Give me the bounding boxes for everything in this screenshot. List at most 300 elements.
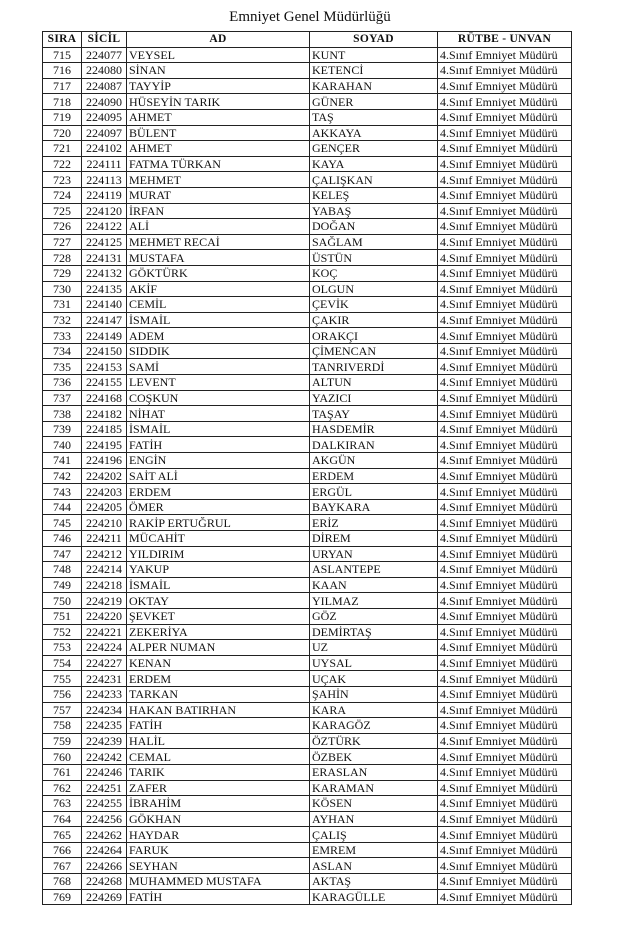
table-body — [43, 47, 572, 905]
cell-ad: SEYHAN — [127, 858, 310, 874]
cell-rutbe: 4.Sınıf Emniyet Müdürü — [438, 874, 572, 890]
cell-rutbe: 4.Sınıf Emniyet Müdürü — [438, 406, 572, 422]
cell-sicil: 224097 — [82, 125, 127, 141]
table-row — [43, 889, 572, 905]
cell-rutbe: 4.Sınıf Emniyet Müdürü — [438, 531, 572, 547]
cell-sicil: 224077 — [82, 47, 127, 63]
table-row — [43, 671, 572, 687]
cell-sira: 737 — [43, 390, 82, 406]
cell-rutbe: 4.Sınıf Emniyet Müdürü — [438, 297, 572, 313]
table-row — [43, 390, 572, 406]
cell-soyad: ÇALIŞKAN — [310, 172, 438, 188]
cell-rutbe: 4.Sınıf Emniyet Müdürü — [438, 718, 572, 734]
cell-soyad: KOÇ — [310, 265, 438, 281]
cell-sicil: 224224 — [82, 640, 127, 656]
cell-ad: MUHAMMED MUSTAFA — [127, 874, 310, 890]
cell-ad: FATİH — [127, 718, 310, 734]
cell-sicil: 224147 — [82, 312, 127, 328]
cell-soyad: BAYKARA — [310, 499, 438, 515]
cell-ad: HÜSEYİN TARIK — [127, 94, 310, 110]
cell-sira: 766 — [43, 842, 82, 858]
cell-ad: YILDIRIM — [127, 546, 310, 562]
table-header-row — [43, 32, 572, 48]
cell-rutbe: 4.Sınıf Emniyet Müdürü — [438, 608, 572, 624]
table-row — [43, 780, 572, 796]
cell-ad: ŞEVKET — [127, 608, 310, 624]
cell-sira: 762 — [43, 780, 82, 796]
cell-sicil: 224149 — [82, 328, 127, 344]
cell-rutbe: 4.Sınıf Emniyet Müdürü — [438, 655, 572, 671]
cell-rutbe: 4.Sınıf Emniyet Müdürü — [438, 109, 572, 125]
cell-rutbe: 4.Sınıf Emniyet Müdürü — [438, 780, 572, 796]
cell-sira: 749 — [43, 577, 82, 593]
cell-sicil: 224202 — [82, 468, 127, 484]
cell-ad: ÖMER — [127, 499, 310, 515]
cell-sira: 719 — [43, 109, 82, 125]
table-row — [43, 375, 572, 391]
cell-sira: 751 — [43, 608, 82, 624]
cell-ad: İSMAİL — [127, 421, 310, 437]
cell-sira: 734 — [43, 343, 82, 359]
cell-sicil: 224242 — [82, 749, 127, 765]
cell-ad: ZAFER — [127, 780, 310, 796]
cell-sira: 767 — [43, 858, 82, 874]
cell-soyad: YILMAZ — [310, 593, 438, 609]
cell-sicil: 224135 — [82, 281, 127, 297]
cell-sicil: 224264 — [82, 842, 127, 858]
cell-sira: 747 — [43, 546, 82, 562]
cell-sira: 758 — [43, 718, 82, 734]
table-row — [43, 109, 572, 125]
table-row — [43, 515, 572, 531]
cell-soyad: TANRIVERDİ — [310, 359, 438, 375]
cell-soyad: ASLAN — [310, 858, 438, 874]
cell-sicil: 224113 — [82, 172, 127, 188]
cell-sicil: 224168 — [82, 390, 127, 406]
table-row — [43, 312, 572, 328]
cell-ad: LEVENT — [127, 375, 310, 391]
cell-soyad: ÖZTÜRK — [310, 733, 438, 749]
cell-rutbe: 4.Sınıf Emniyet Müdürü — [438, 250, 572, 266]
cell-soyad: KÖSEN — [310, 796, 438, 812]
cell-sicil: 224120 — [82, 203, 127, 219]
cell-soyad: ERİZ — [310, 515, 438, 531]
table-row — [43, 125, 572, 141]
cell-sicil: 224235 — [82, 718, 127, 734]
table-row — [43, 733, 572, 749]
cell-sicil: 224239 — [82, 733, 127, 749]
cell-soyad: ERDEM — [310, 468, 438, 484]
cell-sicil: 224268 — [82, 874, 127, 890]
cell-sicil: 224196 — [82, 453, 127, 469]
table-row — [43, 842, 572, 858]
cell-ad: TAYYİP — [127, 78, 310, 94]
cell-sicil: 224080 — [82, 63, 127, 79]
table-row — [43, 640, 572, 656]
cell-sira: 728 — [43, 250, 82, 266]
cell-sira: 757 — [43, 702, 82, 718]
cell-sicil: 224102 — [82, 141, 127, 157]
table-row — [43, 234, 572, 250]
header-sicil: SİCİL — [82, 32, 127, 48]
cell-ad: FARUK — [127, 842, 310, 858]
cell-sira: 718 — [43, 94, 82, 110]
cell-sira: 735 — [43, 359, 82, 375]
table-row — [43, 858, 572, 874]
cell-rutbe: 4.Sınıf Emniyet Müdürü — [438, 453, 572, 469]
cell-rutbe: 4.Sınıf Emniyet Müdürü — [438, 671, 572, 687]
cell-rutbe: 4.Sınıf Emniyet Müdürü — [438, 281, 572, 297]
cell-soyad: UÇAK — [310, 671, 438, 687]
cell-rutbe: 4.Sınıf Emniyet Müdürü — [438, 640, 572, 656]
table-row — [43, 297, 572, 313]
cell-sicil: 224219 — [82, 593, 127, 609]
cell-rutbe: 4.Sınıf Emniyet Müdürü — [438, 593, 572, 609]
cell-ad: ALPER NUMAN — [127, 640, 310, 656]
table-row — [43, 468, 572, 484]
cell-soyad: GÖZ — [310, 608, 438, 624]
cell-soyad: AYHAN — [310, 811, 438, 827]
cell-sicil: 224203 — [82, 484, 127, 500]
cell-sicil: 224227 — [82, 655, 127, 671]
cell-sira: 723 — [43, 172, 82, 188]
table-row — [43, 328, 572, 344]
cell-sicil: 224234 — [82, 702, 127, 718]
cell-sicil: 224132 — [82, 265, 127, 281]
cell-soyad: KAYA — [310, 156, 438, 172]
cell-sicil: 224111 — [82, 156, 127, 172]
cell-ad: MURAT — [127, 187, 310, 203]
cell-soyad: GENÇER — [310, 141, 438, 157]
cell-sira: 744 — [43, 499, 82, 515]
table-row — [43, 406, 572, 422]
cell-ad: BÜLENT — [127, 125, 310, 141]
cell-sicil: 224122 — [82, 219, 127, 235]
cell-ad: AHMET — [127, 141, 310, 157]
cell-soyad: KARA — [310, 702, 438, 718]
cell-soyad: OLGUN — [310, 281, 438, 297]
cell-soyad: UZ — [310, 640, 438, 656]
cell-sicil: 224210 — [82, 515, 127, 531]
cell-sira: 716 — [43, 63, 82, 79]
cell-sira: 722 — [43, 156, 82, 172]
personnel-table — [42, 31, 572, 905]
table-row — [43, 187, 572, 203]
cell-sicil: 224205 — [82, 499, 127, 515]
cell-sicil: 224214 — [82, 562, 127, 578]
cell-soyad: EMREM — [310, 842, 438, 858]
cell-ad: GÖKTÜRK — [127, 265, 310, 281]
cell-sira: 727 — [43, 234, 82, 250]
table-row — [43, 156, 572, 172]
cell-ad: GÖKHAN — [127, 811, 310, 827]
cell-rutbe: 4.Sınıf Emniyet Müdürü — [438, 421, 572, 437]
cell-soyad: KARAGÖZ — [310, 718, 438, 734]
cell-ad: FATİH — [127, 437, 310, 453]
cell-ad: SAİT ALİ — [127, 468, 310, 484]
cell-sira: 753 — [43, 640, 82, 656]
cell-rutbe: 4.Sınıf Emniyet Müdürü — [438, 265, 572, 281]
cell-ad: MUSTAFA — [127, 250, 310, 266]
cell-sira: 754 — [43, 655, 82, 671]
cell-sicil: 224251 — [82, 780, 127, 796]
cell-rutbe: 4.Sınıf Emniyet Müdürü — [438, 515, 572, 531]
table-row — [43, 94, 572, 110]
cell-sira: 739 — [43, 421, 82, 437]
cell-rutbe: 4.Sınıf Emniyet Müdürü — [438, 390, 572, 406]
cell-rutbe: 4.Sınıf Emniyet Müdürü — [438, 577, 572, 593]
cell-ad: RAKİP ERTUĞRUL — [127, 515, 310, 531]
table-row — [43, 749, 572, 765]
cell-rutbe: 4.Sınıf Emniyet Müdürü — [438, 375, 572, 391]
cell-sira: 715 — [43, 47, 82, 63]
cell-soyad: ÇAKIR — [310, 312, 438, 328]
cell-ad: İRFAN — [127, 203, 310, 219]
cell-soyad: KELEŞ — [310, 187, 438, 203]
cell-sicil: 224246 — [82, 764, 127, 780]
table-row — [43, 811, 572, 827]
header-rutbe: RÜTBE - UNVAN — [438, 32, 572, 48]
cell-sira: 732 — [43, 312, 82, 328]
cell-sicil: 224185 — [82, 421, 127, 437]
cell-sicil: 224182 — [82, 406, 127, 422]
table-row — [43, 531, 572, 547]
cell-rutbe: 4.Sınıf Emniyet Müdürü — [438, 749, 572, 765]
cell-soyad: DALKIRAN — [310, 437, 438, 453]
table-row — [43, 343, 572, 359]
cell-rutbe: 4.Sınıf Emniyet Müdürü — [438, 172, 572, 188]
table-row — [43, 593, 572, 609]
cell-rutbe: 4.Sınıf Emniyet Müdürü — [438, 499, 572, 515]
cell-ad: HAYDAR — [127, 827, 310, 843]
cell-sira: 756 — [43, 686, 82, 702]
cell-rutbe: 4.Sınıf Emniyet Müdürü — [438, 827, 572, 843]
cell-ad: CEMAL — [127, 749, 310, 765]
cell-rutbe: 4.Sınıf Emniyet Müdürü — [438, 125, 572, 141]
cell-rutbe: 4.Sınıf Emniyet Müdürü — [438, 484, 572, 500]
cell-ad: COŞKUN — [127, 390, 310, 406]
cell-sicil: 224155 — [82, 375, 127, 391]
cell-ad: ERDEM — [127, 484, 310, 500]
cell-sira: 746 — [43, 531, 82, 547]
cell-rutbe: 4.Sınıf Emniyet Müdürü — [438, 359, 572, 375]
cell-ad: ENGİN — [127, 453, 310, 469]
table-row — [43, 874, 572, 890]
table-row — [43, 172, 572, 188]
cell-rutbe: 4.Sınıf Emniyet Müdürü — [438, 796, 572, 812]
cell-ad: SİNAN — [127, 63, 310, 79]
cell-sicil: 224131 — [82, 250, 127, 266]
cell-rutbe: 4.Sınıf Emniyet Müdürü — [438, 203, 572, 219]
cell-soyad: KETENCİ — [310, 63, 438, 79]
cell-sira: 721 — [43, 141, 82, 157]
table-row — [43, 63, 572, 79]
cell-soyad: YABAŞ — [310, 203, 438, 219]
cell-rutbe: 4.Sınıf Emniyet Müdürü — [438, 733, 572, 749]
cell-soyad: KARAMAN — [310, 780, 438, 796]
cell-ad: AHMET — [127, 109, 310, 125]
cell-sicil: 224262 — [82, 827, 127, 843]
cell-rutbe: 4.Sınıf Emniyet Müdürü — [438, 562, 572, 578]
cell-sicil: 224212 — [82, 546, 127, 562]
cell-soyad: ÇEVİK — [310, 297, 438, 313]
table-row — [43, 453, 572, 469]
cell-sicil: 224090 — [82, 94, 127, 110]
cell-rutbe: 4.Sınıf Emniyet Müdürü — [438, 702, 572, 718]
cell-ad: KENAN — [127, 655, 310, 671]
cell-soyad: ÖZBEK — [310, 749, 438, 765]
cell-ad: ALİ — [127, 219, 310, 235]
cell-soyad: ERGÜL — [310, 484, 438, 500]
table-row — [43, 764, 572, 780]
cell-ad: HAKAN BATIRHAN — [127, 702, 310, 718]
cell-sira: 765 — [43, 827, 82, 843]
cell-ad: FATMA TÜRKAN — [127, 156, 310, 172]
cell-rutbe: 4.Sınıf Emniyet Müdürü — [438, 219, 572, 235]
cell-sira: 752 — [43, 624, 82, 640]
cell-ad: MEHMET — [127, 172, 310, 188]
cell-sira: 725 — [43, 203, 82, 219]
table-row — [43, 421, 572, 437]
cell-sira: 733 — [43, 328, 82, 344]
cell-soyad: ÇALIŞ — [310, 827, 438, 843]
cell-sira: 738 — [43, 406, 82, 422]
cell-soyad: ÜSTÜN — [310, 250, 438, 266]
table-row — [43, 624, 572, 640]
cell-ad: SAMİ — [127, 359, 310, 375]
table-row — [43, 484, 572, 500]
header-sira: SIRA — [43, 32, 82, 48]
cell-soyad: DİREM — [310, 531, 438, 547]
table-row — [43, 608, 572, 624]
table-row — [43, 796, 572, 812]
header-soyad: SOYAD — [310, 32, 438, 48]
cell-rutbe: 4.Sınıf Emniyet Müdürü — [438, 842, 572, 858]
cell-soyad: URYAN — [310, 546, 438, 562]
cell-rutbe: 4.Sınıf Emniyet Müdürü — [438, 858, 572, 874]
cell-soyad: ASLANTEPE — [310, 562, 438, 578]
table-row — [43, 577, 572, 593]
header-ad: AD — [127, 32, 310, 48]
cell-sicil: 224140 — [82, 297, 127, 313]
cell-sira: 748 — [43, 562, 82, 578]
cell-ad: İBRAHİM — [127, 796, 310, 812]
cell-rutbe: 4.Sınıf Emniyet Müdürü — [438, 187, 572, 203]
cell-sira: 741 — [43, 453, 82, 469]
cell-sicil: 224266 — [82, 858, 127, 874]
cell-sira: 769 — [43, 889, 82, 905]
table-row — [43, 359, 572, 375]
cell-rutbe: 4.Sınıf Emniyet Müdürü — [438, 546, 572, 562]
cell-sira: 726 — [43, 219, 82, 235]
cell-soyad: AKTAŞ — [310, 874, 438, 890]
cell-soyad: HASDEMİR — [310, 421, 438, 437]
table-row — [43, 265, 572, 281]
table-row — [43, 562, 572, 578]
cell-sira: 729 — [43, 265, 82, 281]
table-row — [43, 546, 572, 562]
table-row — [43, 718, 572, 734]
cell-rutbe: 4.Sınıf Emniyet Müdürü — [438, 156, 572, 172]
table-row — [43, 281, 572, 297]
cell-sira: 742 — [43, 468, 82, 484]
table-row — [43, 141, 572, 157]
cell-soyad: ŞAHİN — [310, 686, 438, 702]
cell-soyad: AKGÜN — [310, 453, 438, 469]
cell-ad: ADEM — [127, 328, 310, 344]
cell-rutbe: 4.Sınıf Emniyet Müdürü — [438, 328, 572, 344]
document-title: Emniyet Genel Müdürlüğü — [229, 9, 391, 25]
cell-sira: 755 — [43, 671, 82, 687]
cell-sira: 761 — [43, 764, 82, 780]
cell-rutbe: 4.Sınıf Emniyet Müdürü — [438, 63, 572, 79]
cell-sicil: 224231 — [82, 671, 127, 687]
cell-sira: 743 — [43, 484, 82, 500]
cell-soyad: GÜNER — [310, 94, 438, 110]
cell-soyad: AKKAYA — [310, 125, 438, 141]
cell-soyad: ÇİMENCAN — [310, 343, 438, 359]
table-row — [43, 702, 572, 718]
cell-sira: 745 — [43, 515, 82, 531]
cell-soyad: KUNT — [310, 47, 438, 63]
cell-ad: TARKAN — [127, 686, 310, 702]
cell-sira: 724 — [43, 187, 82, 203]
cell-rutbe: 4.Sınıf Emniyet Müdürü — [438, 437, 572, 453]
cell-rutbe: 4.Sınıf Emniyet Müdürü — [438, 811, 572, 827]
cell-soyad: ALTUN — [310, 375, 438, 391]
table-row — [43, 655, 572, 671]
cell-ad: ZEKERİYA — [127, 624, 310, 640]
cell-sira: 760 — [43, 749, 82, 765]
cell-sicil: 224233 — [82, 686, 127, 702]
cell-sira: 730 — [43, 281, 82, 297]
cell-ad: YAKUP — [127, 562, 310, 578]
cell-ad: MÜCAHİT — [127, 531, 310, 547]
cell-soyad: KARAGÜLLE — [310, 889, 438, 905]
cell-soyad: KARAHAN — [310, 78, 438, 94]
cell-rutbe: 4.Sınıf Emniyet Müdürü — [438, 686, 572, 702]
cell-ad: ERDEM — [127, 671, 310, 687]
cell-rutbe: 4.Sınıf Emniyet Müdürü — [438, 141, 572, 157]
table-row — [43, 827, 572, 843]
cell-rutbe: 4.Sınıf Emniyet Müdürü — [438, 234, 572, 250]
cell-ad: MEHMET RECAİ — [127, 234, 310, 250]
table-row — [43, 437, 572, 453]
cell-ad: CEMİL — [127, 297, 310, 313]
cell-rutbe: 4.Sınıf Emniyet Müdürü — [438, 312, 572, 328]
cell-ad: HALİL — [127, 733, 310, 749]
cell-sicil: 224119 — [82, 187, 127, 203]
cell-soyad: KAAN — [310, 577, 438, 593]
cell-ad: SIDDIK — [127, 343, 310, 359]
cell-sira: 759 — [43, 733, 82, 749]
cell-sira: 720 — [43, 125, 82, 141]
cell-sicil: 224269 — [82, 889, 127, 905]
cell-ad: NİHAT — [127, 406, 310, 422]
cell-ad: OKTAY — [127, 593, 310, 609]
cell-sira: 768 — [43, 874, 82, 890]
cell-sira: 731 — [43, 297, 82, 313]
cell-rutbe: 4.Sınıf Emniyet Müdürü — [438, 78, 572, 94]
cell-sicil: 224195 — [82, 437, 127, 453]
cell-sira: 736 — [43, 375, 82, 391]
cell-soyad: SAĞLAM — [310, 234, 438, 250]
cell-sira: 764 — [43, 811, 82, 827]
cell-sicil: 224221 — [82, 624, 127, 640]
table-row — [43, 499, 572, 515]
cell-sicil: 224220 — [82, 608, 127, 624]
table-row — [43, 219, 572, 235]
